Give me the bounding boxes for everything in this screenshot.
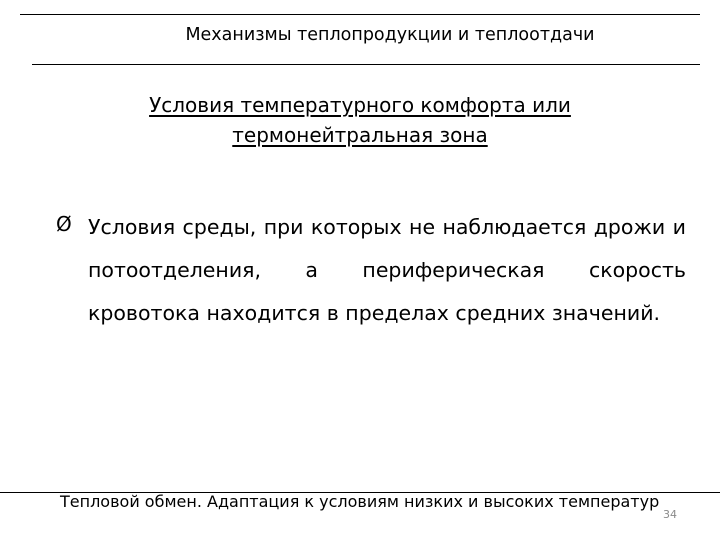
header-title: Механизмы теплопродукции и теплоотдачи bbox=[185, 25, 595, 45]
header-top-rule bbox=[20, 14, 700, 15]
page-number: 34 bbox=[663, 508, 677, 521]
slide-title-line-1: Условия температурного комфорта или bbox=[149, 93, 571, 117]
slide-title bbox=[90, 90, 630, 150]
arrow-bullet-icon: Ø bbox=[56, 212, 72, 236]
bullet-list bbox=[56, 206, 686, 335]
bullet-text: Условия среды, при которых не наблюдается дрожи и потоотделения, а периферическая скорость кровотока находится в пределах средних значений. bbox=[88, 215, 686, 325]
footer-text: Тепловой обмен. Адаптация к условиям низких и высоких температур bbox=[60, 492, 660, 511]
header-bottom-rule bbox=[32, 64, 700, 65]
slide-title-line-2: термонейтральная зона bbox=[232, 123, 488, 147]
